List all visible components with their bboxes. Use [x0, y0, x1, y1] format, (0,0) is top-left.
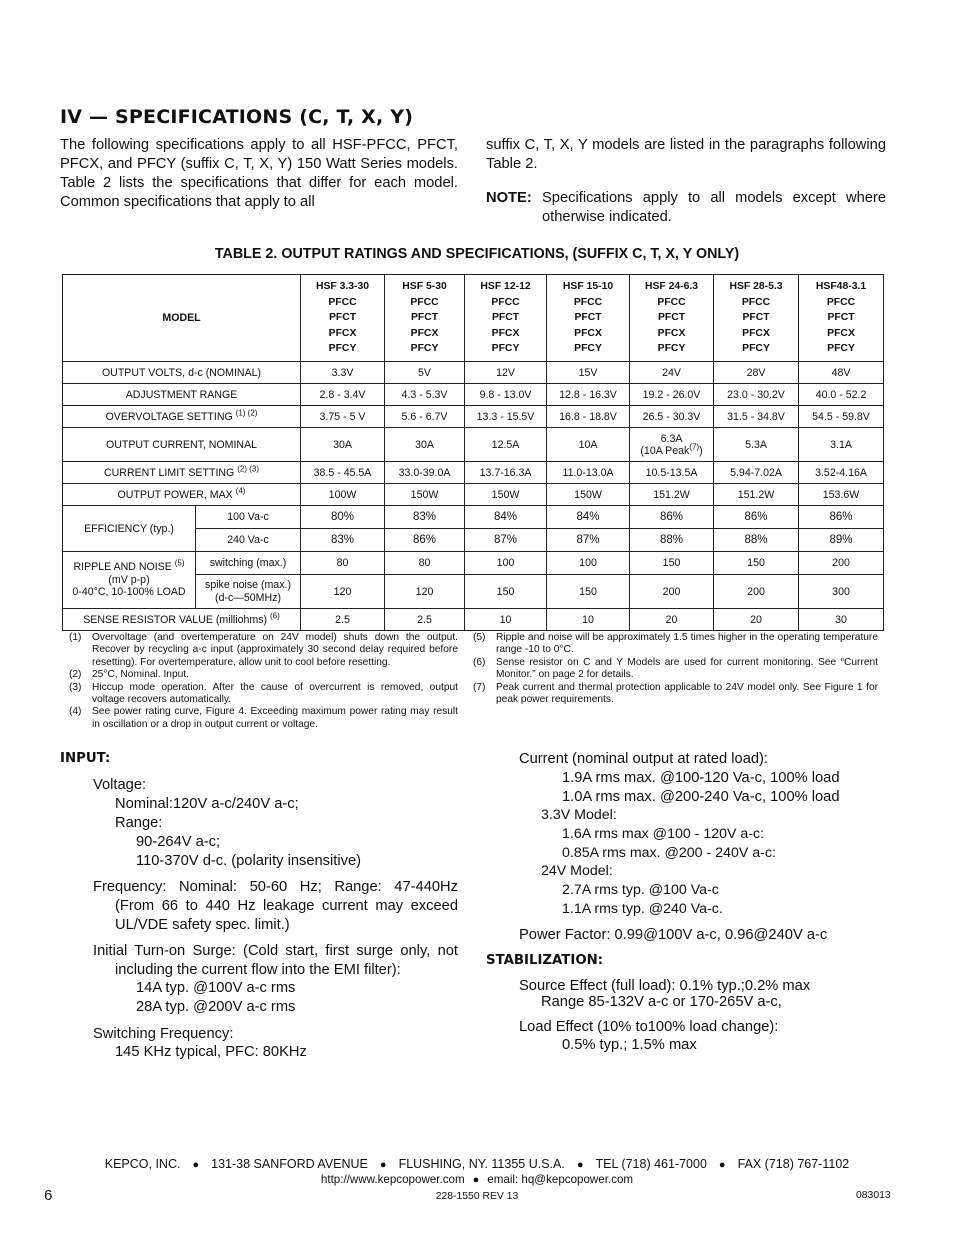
- note-label: NOTE:: [486, 190, 532, 206]
- table-cell: 12.5A: [465, 428, 547, 462]
- page-number: 6: [44, 1187, 53, 1204]
- current-label: Current (nominal output at rated load):: [519, 751, 769, 767]
- footer-company: KEPCO, INC.: [104, 1157, 181, 1171]
- surge-100v: 14A typ. @100V a-c rms: [136, 980, 296, 996]
- footer-address: [0, 1157, 954, 1171]
- footer-street: 131-38 SANFORD AVENUE: [211, 1157, 368, 1171]
- table-cell: 200: [714, 575, 799, 609]
- footnotes-right: [466, 632, 878, 706]
- current-line: 1.6A rms max @100 - 120V a-c:: [562, 826, 765, 842]
- table-cell: 150: [630, 552, 714, 575]
- table-cell: 80: [385, 552, 465, 575]
- load-effect-label: Load Effect (10% to100% load change):: [519, 1019, 779, 1035]
- table-cell: 30: [799, 609, 884, 631]
- footnote: (4) See power rating curve, Figure 4. Exceeding maximum power rating may result in oscillation or a drop in output current or voltage.: [69, 706, 458, 730]
- table-cell: 2.8 - 3.4V: [301, 384, 385, 406]
- table-row: [63, 362, 884, 384]
- table-cell: 10A: [547, 428, 630, 462]
- bullet-icon: ●: [718, 1159, 726, 1171]
- table-cell: 86%: [630, 506, 714, 529]
- page-title: IV — SPECIFICATIONS (C, T, X, Y): [60, 106, 414, 128]
- table-cell: 150: [714, 552, 799, 575]
- current-line: 2.7A rms typ. @100 Va-c: [562, 882, 719, 898]
- footnote: (6) Sense resistor on C and Y Models are used for current monitoring. See “Current Monitor.” on page 2 for details.: [473, 656, 878, 681]
- table-cell: 150W: [465, 484, 547, 506]
- row-label: ADJUSTMENT RANGE: [63, 384, 301, 406]
- source-effect: Source Effect (full load): 0.1% typ.;0.2% max: [519, 978, 811, 994]
- intro-paragraph-right: suffix C, T, X, Y models are listed in the paragraphs following Table 2.: [486, 137, 886, 172]
- footer-website-link[interactable]: http://www.kepcopower.com: [320, 1173, 465, 1186]
- table-cell: 20: [714, 609, 799, 631]
- table-cell: 23.0 - 30.2V: [714, 384, 799, 406]
- model-column-header: HSF 3.3-30 PFCC PFCT PFCX PFCY: [301, 275, 385, 362]
- table-cell: 30A: [301, 428, 385, 462]
- table-row: [63, 506, 884, 529]
- table-cell: 10: [465, 609, 547, 631]
- bullet-icon: ●: [192, 1159, 200, 1171]
- table-cell: 150W: [385, 484, 465, 506]
- table-cell: 19.2 - 26.0V: [630, 384, 714, 406]
- bullet-icon: ●: [379, 1159, 387, 1171]
- table-cell: 12.8 - 16.3V: [547, 384, 630, 406]
- row-label: OUTPUT POWER, MAX $^{(4)}$: [63, 484, 301, 506]
- sub-row-label: switching (max.): [196, 552, 301, 575]
- document-number: 228-1550 REV 13: [435, 1191, 519, 1202]
- note-block: [486, 189, 886, 227]
- table-cell: 20: [630, 609, 714, 631]
- table-cell: 3.1A: [799, 428, 884, 462]
- table-cell: 10: [547, 609, 630, 631]
- table-cell: 3.52-4.16A: [799, 462, 884, 484]
- row-label: RIPPLE AND NOISE $^{(5)}$ (mV p-p) 0-40°C, 10-100% LOAD: [63, 552, 196, 609]
- table-cell: 2.5: [385, 609, 465, 631]
- sub-row-label: spike noise (max.) (d-c—50MHz): [196, 575, 301, 609]
- row-label: OUTPUT CURRENT, NOMINAL: [63, 428, 301, 462]
- table-cell: 11.0-13.0A: [547, 462, 630, 484]
- table-cell: 151.2W: [714, 484, 799, 506]
- row-label: SENSE RESISTOR VALUE (milliohms) $^{(6)}$: [63, 609, 301, 631]
- table-title: TABLE 2. OUTPUT RATINGS AND SPECIFICATIONS, (SUFFIX C, T, X, Y ONLY): [214, 246, 740, 262]
- table-cell: 48V: [799, 362, 884, 384]
- voltage-nominal: Nominal:120V a-c/240V a-c;: [115, 796, 299, 812]
- table-cell: 88%: [630, 529, 714, 552]
- table-row: [63, 428, 884, 462]
- load-effect-value: 0.5% typ.; 1.5% max: [562, 1037, 697, 1053]
- footer-contact: [0, 1173, 954, 1186]
- table-cell: 40.0 - 52.2: [799, 384, 884, 406]
- model-column-header: HSF 24-6.3 PFCC PFCT PFCX PFCY: [630, 275, 714, 362]
- footer-fax: FAX (718) 767-1102: [737, 1157, 850, 1171]
- source-effect-range: Range 85-132V a-c or 170-265V a-c,: [541, 994, 782, 1010]
- table-cell: 100: [465, 552, 547, 575]
- table-cell: 24V: [630, 362, 714, 384]
- table-row: [63, 462, 884, 484]
- table-cell: 80: [301, 552, 385, 575]
- table-header-row: [63, 275, 884, 362]
- table-row: [63, 609, 884, 631]
- table-cell: 5.3A: [714, 428, 799, 462]
- footnote: (3) Hiccup mode operation. After the cause of overcurrent is removed, output voltage recovers automatically.: [69, 681, 458, 706]
- table-cell: 3.75 - 5 V: [301, 406, 385, 428]
- footnote: (1) Overvoltage (and overtemperature on 24V model) shuts down the output. Recover by recycling a-c input (approximately 30 second delay required before resetting). For overtemperature, allow unit to cool before resetting.: [69, 632, 458, 668]
- footer-email-link[interactable]: email: hq@kepcopower.com: [487, 1173, 634, 1186]
- model-column-header: HSF 28-5.3 PFCC PFCT PFCX PFCY: [714, 275, 799, 362]
- sub-row-label: 100 Va-c: [196, 506, 301, 529]
- footnotes-left: [62, 632, 458, 731]
- footer-tel: TEL (718) 461-7000: [595, 1157, 707, 1171]
- table-cell: 120: [301, 575, 385, 609]
- table-cell: 10.5-13.5A: [630, 462, 714, 484]
- table-cell: 89%: [799, 529, 884, 552]
- table-cell: 200: [799, 552, 884, 575]
- note-text: Specifications apply to all models except where otherwise indicated.: [542, 190, 886, 225]
- table-cell: 151.2W: [630, 484, 714, 506]
- table-cell: 13.3 - 15.5V: [465, 406, 547, 428]
- footnote: (7) Peak current and thermal protection applicable to 24V model only. See Figure 1 for peak power requirements.: [473, 681, 878, 706]
- table-cell: 6.3A (10A Peak$^{(7)}$): [630, 428, 714, 462]
- table-cell: 4.3 - 5.3V: [385, 384, 465, 406]
- current-line: 1.9A rms max. @100-120 Va-c, 100% load: [562, 770, 840, 786]
- table-cell: 28V: [714, 362, 799, 384]
- model-column-header: HSF 12-12 PFCC PFCT PFCX PFCY: [465, 275, 547, 362]
- table-cell: 86%: [385, 529, 465, 552]
- model-3-3v-label: 3.3V Model:: [541, 807, 617, 823]
- table-cell: 150: [547, 575, 630, 609]
- sub-row-label: 240 Va-c: [196, 529, 301, 552]
- table-cell: 33.0-39.0A: [385, 462, 465, 484]
- table-cell: 9.8 - 13.0V: [465, 384, 547, 406]
- table-cell: 200: [630, 575, 714, 609]
- table-cell: 80%: [301, 506, 385, 529]
- table-cell: 3.3V: [301, 362, 385, 384]
- table-cell: 16.8 - 18.8V: [547, 406, 630, 428]
- table-cell: 83%: [385, 506, 465, 529]
- switching-frequency-label: Switching Frequency:: [93, 1026, 234, 1042]
- table-cell: 150W: [547, 484, 630, 506]
- table-cell: 83%: [301, 529, 385, 552]
- table-cell: 87%: [547, 529, 630, 552]
- voltage-label: Voltage:: [93, 777, 147, 793]
- table-cell: 5.94-7.02A: [714, 462, 799, 484]
- table-cell: 84%: [465, 506, 547, 529]
- table-cell: 30A: [385, 428, 465, 462]
- table-cell: 84%: [547, 506, 630, 529]
- frequency-spec: Frequency: Nominal: 50-60 Hz; Range: 47-440Hz (From 66 to 440 Hz leakage current may exceed UL/VDE safety spec. limit.): [93, 879, 458, 933]
- voltage-range-ac: 90-264V a-c;: [136, 834, 221, 850]
- table-cell: 38.5 - 45.5A: [301, 462, 385, 484]
- model-column-header: HSF 15-10 PFCC PFCT PFCX PFCY: [547, 275, 630, 362]
- footnote: (2) 25°C, Nominal. Input.: [69, 669, 189, 681]
- bullet-icon: ●: [576, 1159, 584, 1171]
- table-row: [63, 406, 884, 428]
- specifications-table: [62, 274, 884, 631]
- turn-on-surge-spec: Initial Turn-on Surge: (Cold start, first surge only, not including the current flow into the EMI filter):: [93, 943, 458, 978]
- table-cell: 13.7-16.3A: [465, 462, 547, 484]
- table-cell: 88%: [714, 529, 799, 552]
- footnote: (5) Ripple and noise will be approximately 1.5 times higher in the operating temperature range -10 to 0°C.: [473, 632, 878, 656]
- table-cell: 100: [547, 552, 630, 575]
- stabilization-heading: STABILIZATION:: [486, 953, 604, 968]
- table-row: [63, 484, 884, 506]
- input-heading: INPUT:: [60, 751, 111, 766]
- table-cell: 2.5: [301, 609, 385, 631]
- row-label: OVERVOLTAGE SETTING $^{(1) (2)}$: [63, 406, 301, 428]
- table-cell: 86%: [799, 506, 884, 529]
- model-24v-label: 24V Model:: [541, 863, 613, 879]
- table-cell: 5V: [385, 362, 465, 384]
- current-line: 1.1A rms typ. @240 Va-c.: [562, 901, 723, 917]
- table-cell: 120: [385, 575, 465, 609]
- table-row: [63, 384, 884, 406]
- table-cell: 153.6W: [799, 484, 884, 506]
- bullet-icon: ●: [472, 1174, 480, 1186]
- table-row: [63, 552, 884, 575]
- table-cell: 12V: [465, 362, 547, 384]
- current-line: 0.85A rms max. @200 - 240V a-c:: [562, 845, 776, 861]
- power-factor: Power Factor: 0.99@100V a-c, 0.96@240V a-c: [519, 927, 828, 943]
- row-label: CURRENT LIMIT SETTING $^{(2) (3)}$: [63, 462, 301, 484]
- model-header: MODEL: [63, 275, 301, 362]
- footer-city: FLUSHING, NY. 11355 U.S.A.: [398, 1157, 565, 1171]
- row-label: OUTPUT VOLTS, d-c (NOMINAL): [63, 362, 301, 384]
- table-cell: 5.6 - 6.7V: [385, 406, 465, 428]
- table-cell: 31.5 - 34.8V: [714, 406, 799, 428]
- table-cell: 86%: [714, 506, 799, 529]
- switching-frequency-value: 145 KHz typical, PFC: 80KHz: [115, 1044, 307, 1060]
- surge-200v: 28A typ. @200V a-c rms: [136, 999, 296, 1015]
- table-cell: 15V: [547, 362, 630, 384]
- table-cell: 26.5 - 30.3V: [630, 406, 714, 428]
- intro-paragraph-left: The following specifications apply to all HSF-PFCC, PFCT, PFCX, and PFCY (suffix C, T, X, Y) 150 Watt Series models. Table 2 lists the specifications that differ for each model. Common specifications that apply to all: [60, 137, 458, 210]
- model-column-header: HSF48-3.1 PFCC PFCT PFCX PFCY: [799, 275, 884, 362]
- model-column-header: HSF 5-30 PFCC PFCT PFCX PFCY: [385, 275, 465, 362]
- table-cell: 100W: [301, 484, 385, 506]
- voltage-range-label: Range:: [115, 815, 163, 831]
- table-cell: 300: [799, 575, 884, 609]
- table-cell: 150: [465, 575, 547, 609]
- table-cell: 54.5 - 59.8V: [799, 406, 884, 428]
- date-code: 083013: [856, 1190, 891, 1201]
- voltage-range-dc: 110-370V d-c. (polarity insensitive): [136, 853, 362, 869]
- row-label: EFFICIENCY (typ.): [63, 506, 196, 552]
- current-line: 1.0A rms max. @200-240 Va-c, 100% load: [562, 789, 840, 805]
- table-cell: 87%: [465, 529, 547, 552]
